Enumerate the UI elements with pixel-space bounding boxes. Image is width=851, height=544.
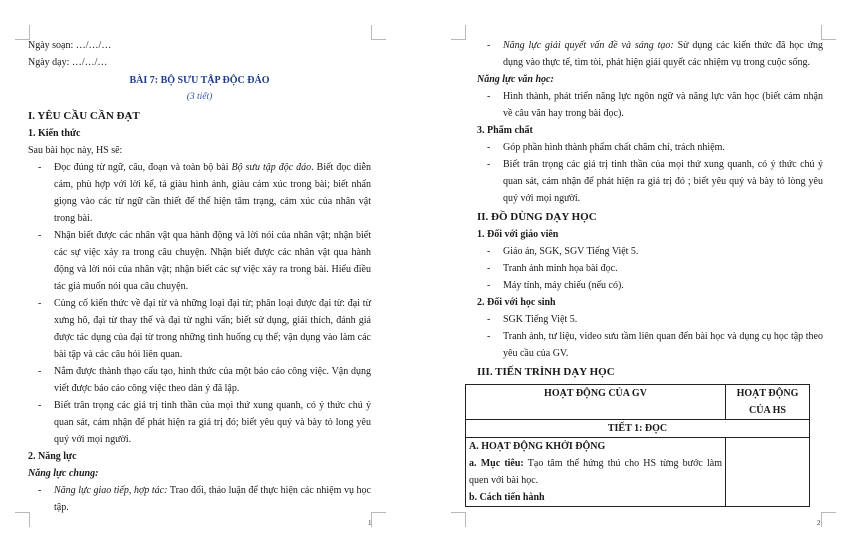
list-item: - Củng cố kiến thức về đại từ và những loại đại từ; phân loại được đại từ: đại từ xưng hô, đại từ thay thế và đại từ nghi vấn; biết sử dụng, giải thích, đánh giá được tác dụng của đại từ trong những tình huống cụ thể; vận dụng vào làm các bài tập và các câu hỏi liên quan. xyxy=(28,295,371,363)
activity-title: A. HOẠT ĐỘNG KHỞI ĐỘNG xyxy=(469,441,606,452)
subheading-qualities: 3. Phẩm chất xyxy=(477,125,533,136)
list-item: - Hình thành, phát triển năng lực ngôn ngữ và năng lực văn học (biết cảm nhận về câu văn hay trong bài đọc). xyxy=(477,88,823,122)
date-prepare: Ngày soạn: …/…/… xyxy=(28,40,112,51)
period-heading: TIẾT 1: ĐỌC xyxy=(466,420,810,438)
document-page-1 xyxy=(0,0,425,544)
bullet-dash: - xyxy=(487,142,491,153)
bullet-dash: - xyxy=(487,314,491,325)
page-number: 2 xyxy=(817,519,821,527)
lesson-name-italic: Bộ sưu tập độc đáo xyxy=(231,162,312,173)
bullet-dash: - xyxy=(38,400,42,411)
lesson-title: BÀI 7: BỘ SƯU TẬP ĐỘC ĐÁO xyxy=(129,75,270,86)
date-teach: Ngày dạy: …/…/… xyxy=(28,57,108,68)
list-item: - Năng lực giao tiếp, hợp tác: Trao đổi, thảo luận để thực hiện các nhiệm vụ học tập. xyxy=(28,482,371,516)
list-item: - Tranh ảnh minh họa bài đọc. xyxy=(477,260,823,277)
teacher-activity-cell xyxy=(466,438,726,507)
section-heading-process: III. TIẾN TRÌNH DẠY HỌC xyxy=(477,366,615,378)
literary-competence-label: Năng lực văn học: xyxy=(477,74,554,85)
procedure-label: b. Cách tiến hành xyxy=(469,492,545,503)
page-2-content xyxy=(469,37,824,507)
header-student-activity: HOẠT ĐỘNG CỦA HS xyxy=(726,385,810,420)
bullet-dash: - xyxy=(38,162,42,173)
objective-text: Tạo tâm thế hứng thú cho HS từng bước làm quen với bài học. xyxy=(469,458,722,486)
list-item: - Đọc đúng từ ngữ, câu, đoạn và toàn bộ bài Bộ sưu tập độc đáo. Biết đọc diễn cảm, phù hợp với lời kể, tả giàu hình ảnh, giàu cảm xúc trong bài; biết nhấn giọng vào các từ ngữ cần thiết để thể hiện tâm trạng, cảm xúc của nhân vật trong bài. xyxy=(28,159,371,227)
margin-corner-mark xyxy=(821,25,836,40)
subheading-teacher: 1. Đối với giáo viên xyxy=(477,229,559,240)
list-item: - Nhận biết được các nhân vật qua hành động và lời nói của nhân vật; nhận biết các sự việc xảy ra trong câu chuyện. Nhận biết được các nhân vật qua hành động và lời nói của nhân vật; nhận biết các sự việc xảy ra trong bài. Hiểu điều tác giả muốn nói qua câu chuyện. xyxy=(28,227,371,295)
bullet-dash: - xyxy=(487,40,491,51)
bullet-dash: - xyxy=(38,298,42,309)
table-row xyxy=(466,420,810,438)
list-item: - Nắm được thành thạo cấu tạo, hình thức của một báo cáo công việc. Vận dụng viết được báo cáo công việc theo dàn ý đã lập. xyxy=(28,363,371,397)
margin-corner-mark xyxy=(451,512,466,527)
bullet-dash: - xyxy=(38,366,42,377)
list-item: - Tranh ảnh, tư liệu, video sưu tầm liên quan đến bài học và dụng cụ học tập theo yêu cầu của GV. xyxy=(477,328,823,362)
subheading-competence: 2. Năng lực xyxy=(28,451,77,462)
intro-text: Sau bài học này, HS sẽ: xyxy=(28,145,123,156)
bullet-dash: - xyxy=(487,263,491,274)
bullet-dash: - xyxy=(38,230,42,241)
margin-corner-mark xyxy=(821,512,836,527)
header-teacher-activity: HOẠT ĐỘNG CỦA GV xyxy=(466,385,726,420)
document-page-2 xyxy=(425,0,851,544)
general-competence-label: Năng lực chung: xyxy=(28,468,99,479)
table-header-row xyxy=(466,385,810,420)
bullet-dash: - xyxy=(487,91,491,102)
list-item: - Biết trân trọng các giá trị tinh thần của mọi thứ xung quanh, có ý thức chú ý quan sát, cảm nhận để phát hiện ra giá trị đó ; biết yêu quý và bày tỏ lòng yêu quý với mọi người. xyxy=(477,156,823,207)
section-heading-materials: II. ĐỒ DÙNG DẠY HỌC xyxy=(477,211,597,223)
bullet-dash: - xyxy=(487,331,491,342)
list-item: - SGK Tiếng Việt 5. xyxy=(477,311,823,328)
bullet-dash: - xyxy=(487,159,491,170)
margin-corner-mark xyxy=(451,25,466,40)
list-item: - Năng lực giải quyết vấn đề và sáng tạo: Sử dụng các kiến thức đã học ứng dụng vào thực tế, tìm tòi, phát hiện giải quyết các nhiệm vụ trong cuộc sống. xyxy=(477,37,823,71)
objective-label: a. Mục tiêu: xyxy=(469,458,524,469)
list-item: - Góp phần hình thành phẩm chất chăm chỉ, trách nhiệm. xyxy=(477,139,823,156)
student-activity-cell xyxy=(726,438,810,507)
table-row xyxy=(466,438,810,507)
list-item: - Biết trân trọng các giá trị tinh thần của mọi thứ xung quanh, có ý thức chú ý quan sát, cảm nhận để phát hiện ra giá trị đó; biết yêu quý và bày tỏ long yêu quý với mọi người. xyxy=(28,397,371,448)
subheading-student: 2. Đối với học sinh xyxy=(477,297,556,308)
bullet-dash: - xyxy=(487,246,491,257)
margin-corner-mark xyxy=(371,512,386,527)
list-item: - Giáo án, SGK, SGV Tiếng Việt 5. xyxy=(477,243,823,260)
margin-corner-mark xyxy=(371,25,386,40)
lesson-duration: (3 tiết) xyxy=(186,92,213,102)
page-1-content xyxy=(28,37,371,516)
bullet-dash: - xyxy=(38,485,42,496)
lesson-plan-table xyxy=(465,384,810,507)
page-number: 1 xyxy=(368,519,372,527)
subheading-knowledge: 1. Kiến thức xyxy=(28,128,81,139)
section-heading-requirements: I. YÊU CẦU CẦN ĐẠT xyxy=(28,110,140,122)
bullet-dash: - xyxy=(487,280,491,291)
list-item: - Máy tính, máy chiếu (nếu có). xyxy=(477,277,823,294)
